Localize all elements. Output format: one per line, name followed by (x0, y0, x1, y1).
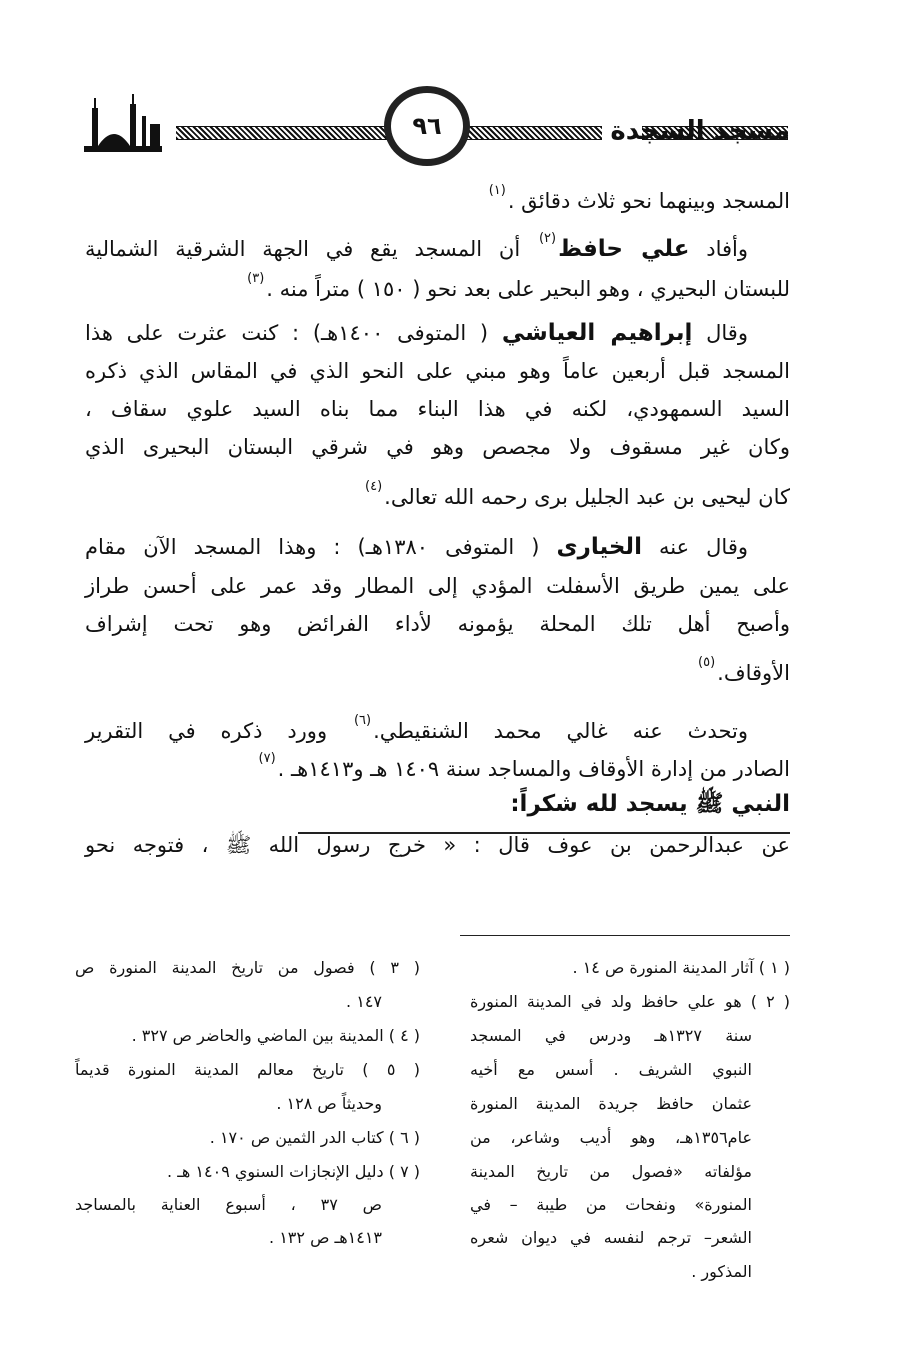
text-line (85, 264, 790, 304)
text-run: كان ليحيى بن عبد الجليل برى رحمه الله تعالى. (384, 485, 790, 509)
footnote-line: المنورة» ونفحات من طيبة – في (470, 1195, 752, 1214)
footnote-ref: (٥) (698, 655, 716, 670)
footnote-line: ( ٤ ) المدينة بين الماضي والحاضر ص ٣٢٧ . (131, 1026, 420, 1045)
footnote-ref: (٧) (258, 751, 276, 766)
footnote-ref: (٢) (538, 231, 557, 246)
text-run: السيد السمهودي، لكنه في هذا البناء مما بناه السيد علوي سقاف ، (85, 397, 790, 421)
text-run: على يمين طريق الأسفلت المؤدي إلى المطار وقد عمر على أحسن طراز (85, 574, 790, 598)
heading-underline (298, 832, 790, 834)
footnote-line: ١٤١٣هـ ص ١٣٢ . (269, 1228, 382, 1247)
footnote-ref: (٦) (353, 713, 372, 728)
footnote-line: الشعر– ترجم لنفسه في ديوان شعره (470, 1228, 752, 1247)
text-line (85, 744, 790, 784)
footnote-line: المذكور . (691, 1262, 752, 1281)
bold-name: إبراهيم العياشي (501, 320, 693, 346)
text-run: للبستان البحيري ، وهو البحير على بعد نحو ( ١٥٠ ) متراً منه . (266, 277, 790, 301)
text-line (85, 356, 790, 386)
footnote-line: ( ٣ ) فصول من تاريخ المدينة المنورة ص (75, 958, 421, 977)
text-run: وتحدث عنه غالي محمد الشنقيطي. (373, 719, 748, 743)
footnote-line: وحديثاً ص ١٢٨ . (276, 1094, 382, 1113)
footnote-ref: (٤) (365, 479, 383, 494)
bold-name: الخيارى (556, 534, 642, 560)
footnote-line: ص ٣٧ ، أسبوع العناية بالمساجد (75, 1195, 382, 1214)
text-line (85, 432, 790, 462)
footnote-ref: (٣) (247, 271, 265, 286)
text-line (85, 571, 790, 601)
footnote-line: ( ٧ ) دليل الإنجازات السنوي ١٤٠٩ هـ . (167, 1162, 420, 1181)
text-run: عن عبدالرحمن بن عوف قال : « خرج رسول الله ﷺ ، فتوجه نحو (85, 833, 790, 857)
text-run: وأفاد (689, 237, 748, 261)
text-run: الصادر من إدارة الأوقاف والمساجد سنة ١٤٠٩ هـ و١٤١٣هـ . (277, 757, 790, 781)
footnote-line: عام١٣٥٦هـ، وهو أديب وشاعر، من (470, 1128, 752, 1147)
text-line (85, 224, 790, 264)
text-run: المسجد وبينهما نحو ثلاث دقائق . (507, 189, 790, 213)
text-line (85, 176, 790, 216)
running-title: مسجد السجدة (610, 116, 790, 146)
footnote-line: ( ٦ ) كتاب الدر الثمين ص ١٧٠ . (209, 1128, 420, 1147)
text-run: وورد ذكره في التقرير (85, 719, 352, 743)
text-line (85, 830, 790, 860)
mosque-icon (84, 94, 162, 152)
bold-name: النبي ﷺ يسجد لله شكراً: (510, 791, 790, 817)
footnote-line: ( ١ ) آثار المدينة المنورة ص ١٤ . (572, 958, 790, 977)
text-run: أن المسجد يقع في الجهة الشرقية الشمالية (85, 237, 537, 261)
page-number-text: ٩٦ (412, 112, 442, 140)
text-line (85, 532, 790, 562)
text-run: الأوقاف. (717, 661, 790, 685)
text-run: وكان غير مسقوف ولا مجصص وهو في شرقي البستان البحيرى الذي (85, 435, 790, 459)
text-run: وقال عنه (641, 535, 749, 559)
footnote-separator (460, 935, 790, 936)
text-run: وأصبح أهل تلك المحلة يؤمونه لأداء الفرائض وهو تحت إشراف (85, 612, 790, 636)
footnote-line: ( ٢ ) هو علي حافظ ولد في المدينة المنورة (470, 992, 791, 1011)
footnote-line: النبوي الشريف . أسس مع أخيه (470, 1060, 752, 1079)
text-run: المسجد قبل أربعين عاماً وهو مبني على النحو الذي في المقاس الذي ذكره (85, 359, 790, 383)
footnote-line: مؤلفاته «فصول من تاريخ المدينة (470, 1162, 752, 1181)
footnote-line: ( ٥ ) تاريخ معالم المدينة المنورة قديماً (75, 1060, 421, 1079)
text-run: ( المتوفى ١٣٨٠هـ) : وهذا المسجد الآن مقام (85, 535, 557, 559)
footnote-line: عثمان حافظ جريدة المدينة المنورة (470, 1094, 752, 1113)
footnote-line: سنة ١٣٢٧هـ ودرس في المسجد (470, 1026, 753, 1045)
text-line (85, 472, 790, 512)
bold-name: علي حافظ (558, 236, 690, 262)
footnote-ref: (١) (488, 183, 506, 198)
text-line (85, 706, 790, 746)
page-number (384, 86, 470, 166)
text-line (85, 648, 790, 688)
text-run: ( المتوفى ١٤٠٠هـ) : كنت عثرت على هذا (85, 321, 502, 345)
text-run: وقال (692, 321, 748, 345)
section-heading (85, 788, 790, 819)
footnote-line: ١٤٧ . (346, 992, 382, 1011)
text-line (85, 318, 790, 348)
text-line (85, 394, 790, 424)
text-line (85, 609, 790, 639)
